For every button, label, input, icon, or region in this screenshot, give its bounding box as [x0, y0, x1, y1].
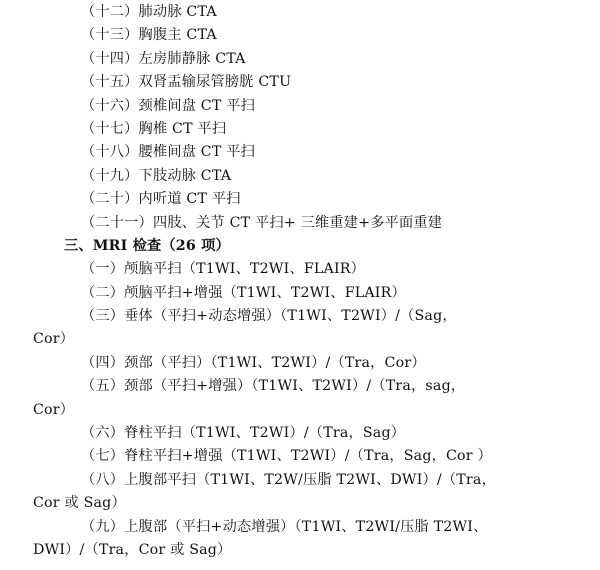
list-item-ct-18: （十八）腰椎间盘 CT 平扫	[81, 144, 256, 161]
list-item-ct-15: （十五）双肾盂输尿管膀胱 CTU	[81, 74, 292, 91]
list-item-ct-16: （十六）颈椎间盘 CT 平扫	[81, 97, 256, 114]
list-item-ct-20: （二十）内听道 CT 平扫	[81, 191, 241, 208]
list-item-mri-8: （八）上腹部平扫（T1WI、T2W/压脂 T2WI、DWI）/（Tra，	[81, 471, 496, 488]
list-item-mri-9: （九）上腹部（平扫+动态增强）（T1WI、T2WI/压脂 T2WI、	[81, 518, 488, 535]
list-item-mri-9-continuation: DWI）/（Tra，Cor 或 Sag）	[33, 541, 232, 558]
list-item-mri-3-continuation: Cor）	[33, 331, 75, 348]
list-item-mri-6: （六）脊柱平扫（T1WI、T2WI）/（Tra，Sag）	[81, 425, 406, 442]
list-item-mri-7: （七）脊柱平扫+增强（T1WI、T2WI）/（Tra，Sag，Cor ）	[81, 448, 492, 465]
list-item-ct-21: （二十一）四肢、关节 CT 平扫+ 三维重建+多平面重建	[81, 214, 443, 231]
list-item-ct-12: （十二）肺动脉 CTA	[81, 4, 217, 20]
list-item-mri-3: （三）垂体（平扫+动态增强）（T1WI、T2WI）/（Sag，	[81, 308, 457, 325]
list-item-mri-5: （五）颈部（平扫+增强）（T1WI、T2WI）/（Tra，sag，	[81, 378, 466, 395]
list-item-ct-17: （十七）胸椎 CT 平扫	[81, 120, 227, 137]
list-item-mri-2: （二）颅脑平扫+增强（T1WI、T2WI、FLAIR）	[81, 284, 406, 301]
list-item-ct-19: （十九）下肢动脉 CTA	[81, 167, 232, 184]
list-item-mri-1: （一）颅脑平扫（T1WI、T2WI、FLAIR）	[81, 261, 366, 278]
list-item-mri-8-continuation: Cor 或 Sag）	[33, 495, 126, 512]
list-item-ct-13: （十三）胸腹主 CTA	[81, 27, 217, 44]
list-item-mri-4: （四）颈部（平扫）（T1WI、T2WI）/（Tra，Cor）	[81, 354, 426, 371]
list-item-mri-5-continuation: Cor）	[33, 401, 75, 418]
list-item-ct-14: （十四）左房肺静脉 CTA	[81, 50, 246, 67]
section-heading-mri: 三、MRI 检查（26 项）	[64, 237, 230, 254]
